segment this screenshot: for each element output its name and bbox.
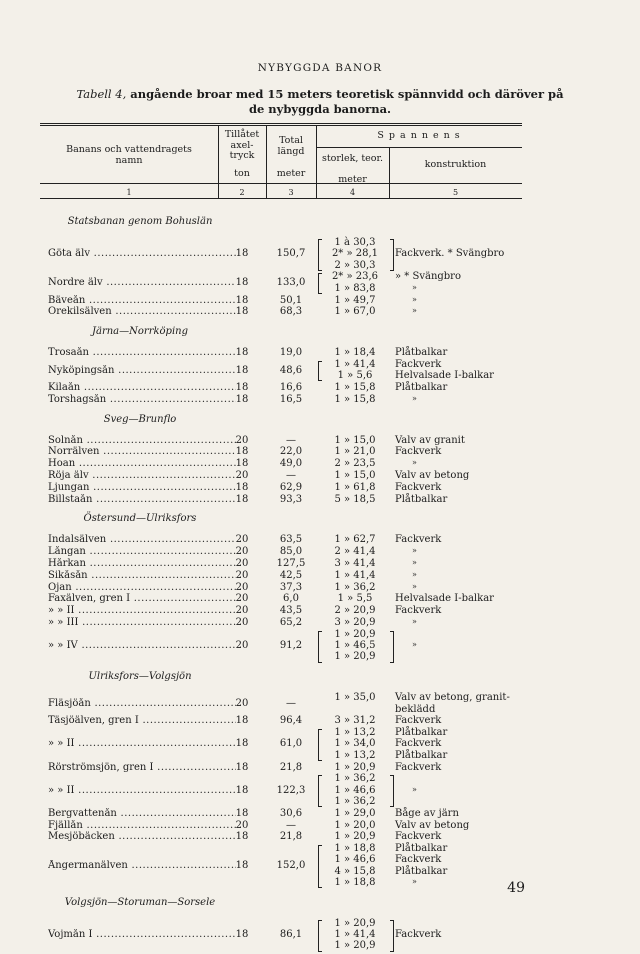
bridge-name: Torshagsån ..... — [48, 394, 236, 405]
total-length: 150,7 — [276, 248, 306, 260]
bridge-name: Faxälven, gren I ..... — [48, 593, 236, 604]
span-brace-left — [318, 239, 322, 271]
total-length: 49,0 — [279, 458, 303, 470]
span-size: 2 » 23,5 — [334, 458, 376, 470]
span-size: 1 » 41,4 — [334, 358, 376, 370]
header-axel-unit: ton — [234, 168, 250, 179]
span-size: 3 » 41,4 — [334, 558, 376, 569]
span-brace-left — [318, 729, 322, 761]
construction-type: Fackverk. * Svängbro — [395, 248, 505, 260]
colnum-5: 5 — [452, 188, 459, 197]
total-length: 30,6 — [279, 807, 303, 819]
axle-load: 18 — [235, 807, 249, 819]
axle-load: 18 — [235, 831, 249, 843]
total-length: — — [286, 434, 296, 446]
construction-type: Valv av betong — [395, 470, 470, 481]
construction-type: Valv av granit — [395, 434, 465, 446]
construction-type: Plåtbalkar — [395, 382, 448, 393]
span-size: 1 » 36,2 — [334, 581, 376, 593]
bridge-table — [40, 123, 522, 952]
total-length: 152,0 — [276, 860, 306, 872]
total-length: 85,0 — [279, 546, 303, 558]
span-size: 2 » 20,9 — [334, 605, 376, 617]
total-length: 63,5 — [279, 534, 303, 546]
colnum-rule — [40, 198, 522, 199]
total-length: 127,5 — [276, 558, 306, 569]
bridge-name: Bäveån ..... — [48, 295, 236, 306]
span-size: 2* » 28,1 — [331, 248, 379, 260]
total-length: 86,1 — [279, 929, 303, 941]
span-brace-left — [318, 631, 322, 663]
span-brace-left — [318, 361, 322, 382]
table-top-rule — [40, 123, 522, 124]
construction-type: » — [412, 581, 417, 591]
construction-type: Fackverk — [395, 481, 442, 493]
span-size: 1 » 20,0 — [334, 819, 376, 831]
header-storlek: storlek, teor. meter — [321, 153, 384, 185]
span-size: 1 » 15,8 — [334, 382, 376, 393]
axle-load: 20 — [235, 617, 249, 628]
bridge-name: » » II ..... — [48, 738, 236, 749]
construction-type: Valv av betong — [395, 819, 470, 831]
construction-type: Fackverk — [395, 831, 442, 843]
span-size: 1 » 36,2 — [334, 773, 376, 785]
axle-load: 18 — [235, 446, 249, 458]
construction-type: Plåtbalkar — [395, 865, 448, 877]
span-size: 1 » 41,4 — [334, 929, 376, 941]
axle-load: 18 — [235, 364, 249, 376]
construction-type: » — [412, 306, 417, 316]
colnum-2: 2 — [239, 188, 245, 197]
span-size: 1 » 15,8 — [334, 393, 376, 405]
total-length: 62,9 — [279, 481, 303, 493]
span-brace-right — [390, 239, 394, 271]
axle-load: 18 — [235, 715, 249, 727]
header-axel: Tillåtet axel- tryck — [224, 129, 260, 161]
axle-load: 20 — [235, 581, 249, 593]
span-brace-left — [318, 775, 322, 807]
axle-load: 18 — [235, 860, 249, 872]
bridge-name: Täsjöälven, gren I ..... — [48, 715, 236, 726]
construction-type: beklädd — [395, 703, 436, 715]
total-length: 91,2 — [279, 640, 303, 652]
spann-sub-rule — [316, 147, 522, 148]
construction-type: Plåtbalkar — [395, 493, 448, 505]
construction-type: » — [412, 393, 417, 403]
construction-type: Helvalsade I-balkar — [395, 370, 494, 382]
bridge-name: Långan ..... — [48, 546, 236, 557]
total-length: 93,3 — [279, 493, 303, 505]
bridge-name: Ångermanälven ..... — [48, 860, 236, 871]
span-brace-left — [318, 845, 322, 888]
bridge-name: Göta älv ..... — [48, 248, 236, 259]
span-size: 1 » 18,8 — [334, 877, 376, 888]
span-size: 1 » 35,0 — [334, 692, 376, 704]
axle-load: 20 — [235, 434, 249, 446]
construction-type: Fackverk — [395, 358, 442, 370]
total-length: 96,4 — [279, 715, 303, 727]
span-size: 1 à 30,3 — [334, 237, 376, 248]
construction-type: » * Svängbro — [395, 271, 461, 283]
table-number: Tabell 4, — [76, 87, 127, 101]
span-size: 1 » 20,9 — [334, 917, 376, 929]
total-length: 21,8 — [279, 831, 303, 843]
span-size: 1 » 5,6 — [337, 370, 373, 382]
axle-load: 18 — [235, 458, 249, 470]
bridge-name: Rörströmsjön, gren I ..... — [48, 762, 236, 773]
construction-type: » — [412, 640, 417, 650]
span-size: 1 » 83,8 — [334, 282, 376, 294]
axle-load: 20 — [235, 697, 249, 709]
total-length: 43,5 — [279, 605, 303, 617]
total-length: 22,0 — [279, 446, 303, 458]
header-name: Banans och vattendragets namn — [66, 144, 192, 166]
table-caption — [40, 87, 600, 117]
axle-load: 20 — [235, 593, 249, 605]
construction-type: Fackverk — [395, 605, 442, 617]
total-length: 68,3 — [279, 306, 303, 318]
span-brace-right — [390, 920, 394, 952]
section-title: Sveg—Brunflo — [103, 413, 177, 425]
span-size: 1 » 49,7 — [334, 294, 376, 306]
bridge-name: Sikåsån ..... — [48, 570, 236, 581]
header-total-unit: meter — [276, 168, 306, 179]
span-size: 1 » 13,2 — [334, 749, 376, 761]
bridge-name: » » II ..... — [48, 785, 236, 796]
total-length: — — [286, 697, 296, 709]
construction-type: Fackverk — [395, 929, 442, 941]
bridge-name: Röja älv ..... — [48, 470, 236, 481]
axle-load: 20 — [235, 605, 249, 617]
section-title: Ulriksfors—Volgsjön — [88, 671, 192, 683]
span-size: 3 » 20,9 — [334, 617, 376, 628]
bridge-name: Öjan ..... — [48, 582, 236, 593]
span-size: 1 » 21,0 — [334, 446, 376, 458]
span-size: 4 » 15,8 — [334, 865, 376, 877]
construction-type: » — [412, 294, 417, 304]
axle-load: 18 — [235, 738, 249, 750]
axle-load: 18 — [235, 382, 249, 393]
construction-type: » — [412, 617, 417, 626]
total-length: 21,8 — [279, 761, 303, 773]
total-length: 50,1 — [279, 294, 303, 306]
header-rule — [40, 183, 522, 184]
total-length: 48,6 — [279, 364, 303, 376]
bridge-name: Nyköpingsån ..... — [48, 365, 236, 376]
construction-type: Plåtbalkar — [395, 727, 448, 739]
axle-load: 20 — [235, 819, 249, 831]
span-brace-right — [390, 775, 394, 807]
running-heading: NYBYGGDA BANOR — [257, 62, 383, 74]
axle-load: 18 — [235, 347, 249, 359]
span-brace-left — [318, 920, 322, 952]
construction-type: Plåtbalkar — [395, 843, 448, 855]
span-size: 1 » 20,9 — [334, 940, 376, 952]
total-length: 65,2 — [279, 617, 303, 628]
axle-load: 20 — [235, 470, 249, 481]
bridge-name: Hårkan ..... — [48, 558, 236, 569]
axle-load: 20 — [235, 534, 249, 546]
bridge-name: Indalsälven ..... — [48, 534, 236, 545]
colnum-1: 1 — [126, 188, 132, 197]
construction-type: Fackverk — [395, 738, 442, 750]
colnum-4: 4 — [349, 188, 356, 197]
construction-type: Fackverk — [395, 761, 442, 773]
bridge-name: » » IV ..... — [48, 640, 236, 651]
header-konstruktion: konstruktion — [424, 159, 487, 170]
total-length: 122,3 — [276, 784, 306, 796]
construction-type: » — [412, 784, 417, 794]
span-size: 2* » 23,6 — [331, 271, 379, 283]
bridge-name: Bergvattenån ..... — [48, 808, 236, 819]
total-length: 16,5 — [279, 393, 303, 405]
bridge-name: Vojmån I ..... — [48, 929, 236, 940]
total-length: 16,6 — [279, 382, 303, 393]
axle-load: 18 — [235, 393, 249, 405]
axle-load: 18 — [235, 929, 249, 941]
total-length: — — [286, 819, 296, 831]
bridge-name: Hoan ..... — [48, 458, 236, 469]
total-length: 61,0 — [279, 738, 303, 750]
total-length: 42,5 — [279, 569, 303, 581]
span-size: 3 » 31,2 — [334, 715, 376, 727]
total-length: — — [286, 470, 296, 481]
span-brace-left — [318, 273, 322, 294]
construction-type: Fackverk — [395, 715, 442, 727]
total-length: 19,0 — [279, 347, 303, 359]
bridge-name: Trosaån ..... — [48, 347, 236, 358]
bridge-name: Solnån ..... — [48, 435, 236, 446]
span-size: 1 » 46,5 — [334, 640, 376, 652]
construction-type: » — [412, 282, 417, 292]
construction-type: » — [412, 877, 417, 886]
span-size: 1 » 20,9 — [334, 761, 376, 773]
bridge-name: » » II ..... — [48, 605, 236, 616]
span-size: 1 » 15,0 — [334, 434, 376, 446]
span-brace-right — [390, 631, 394, 663]
axle-load: 18 — [235, 761, 249, 773]
construction-type: Fackverk — [395, 534, 442, 546]
span-size: 1 » 15,0 — [334, 470, 376, 481]
axle-load: 18 — [235, 784, 249, 796]
bridge-name: Nordre älv ..... — [48, 277, 236, 288]
span-size: 1 » 18,8 — [334, 843, 376, 855]
construction-type: Helvalsade I-balkar — [395, 593, 494, 605]
span-size: 1 » 41,4 — [334, 569, 376, 581]
table-top-rule-2 — [40, 125, 522, 126]
bridge-name: Fläsjöån ..... — [48, 698, 236, 709]
axle-load: 18 — [235, 248, 249, 260]
span-size: 1 » 62,7 — [334, 534, 376, 546]
span-size: 2 » 41,4 — [334, 546, 376, 558]
span-size: 1 » 20,9 — [334, 651, 376, 663]
colnum-3: 3 — [288, 188, 294, 197]
bridge-name: Örekilsälven ..... — [48, 306, 236, 317]
caption-line-2: de nybyggda banorna. — [248, 102, 392, 116]
section-title: Volgsjön—Storuman—Sorsele — [64, 896, 216, 908]
span-size: 1 » 29,0 — [334, 807, 376, 819]
total-length: 133,0 — [276, 277, 306, 289]
bridge-name: Mesjöbäcken ..... — [48, 831, 236, 842]
span-size: 1 » 20,9 — [334, 628, 376, 640]
span-size: 2 » 30,3 — [334, 259, 376, 271]
axle-load: 20 — [235, 640, 249, 652]
construction-type: Plåtbalkar — [395, 749, 448, 761]
span-size: 1 » 67,0 — [334, 306, 376, 318]
construction-type: Valv av betong, granit- — [395, 692, 510, 704]
caption-line-1: angående broar med 15 meters teoretisk spännvidd och däröver på — [130, 87, 564, 101]
construction-type: Fackverk — [395, 446, 442, 458]
span-size: 1 » 46,6 — [334, 784, 376, 796]
construction-type: » — [412, 569, 417, 579]
span-size: 1 » 46,6 — [334, 854, 376, 866]
span-size: 1 » 36,2 — [334, 795, 376, 807]
construction-type: » — [412, 558, 417, 567]
section-title: Statsbanan genom Bohuslän — [67, 216, 213, 227]
construction-type: » — [412, 546, 417, 556]
bridge-name: » » III ..... — [48, 617, 236, 628]
bridge-name: Norrälven ..... — [48, 446, 236, 457]
bridge-name: Billstaån ..... — [48, 494, 236, 505]
span-size: 1 » 13,2 — [334, 727, 376, 739]
section-title: Järna—Norrköping — [91, 326, 188, 338]
construction-type: » — [412, 458, 417, 468]
bridge-name: Ljungan ..... — [48, 482, 236, 493]
bridge-name: Kilaån ..... — [48, 382, 236, 393]
construction-type: Fackverk — [395, 854, 442, 866]
axle-load: 18 — [235, 481, 249, 493]
header-total: Total längd — [277, 135, 305, 157]
span-size: 1 » 61,8 — [334, 481, 376, 493]
bridge-name: Fjällån ..... — [48, 820, 236, 831]
total-length: 37,3 — [279, 581, 303, 593]
construction-type: Båge av järn — [395, 807, 459, 819]
axle-load: 18 — [235, 294, 249, 306]
total-length: 6,0 — [283, 593, 299, 605]
page-number: 49 — [507, 880, 525, 896]
span-size: 5 » 18,5 — [334, 493, 376, 505]
span-size: 1 » 20,9 — [334, 831, 376, 843]
axle-load: 18 — [235, 277, 249, 289]
axle-load: 20 — [235, 569, 249, 581]
span-size: 1 » 34,0 — [334, 738, 376, 750]
construction-type: Plåtbalkar — [395, 347, 448, 359]
axle-load: 20 — [235, 546, 249, 558]
section-title: Östersund—Ulriksfors — [83, 513, 197, 525]
axle-load: 18 — [235, 493, 249, 505]
span-size: 1 » 18,4 — [334, 347, 376, 359]
header-spann: S p a n n e n s — [377, 130, 461, 141]
span-size: 1 » 5,5 — [337, 593, 373, 605]
axle-load: 20 — [235, 558, 249, 569]
axle-load: 18 — [235, 306, 249, 318]
